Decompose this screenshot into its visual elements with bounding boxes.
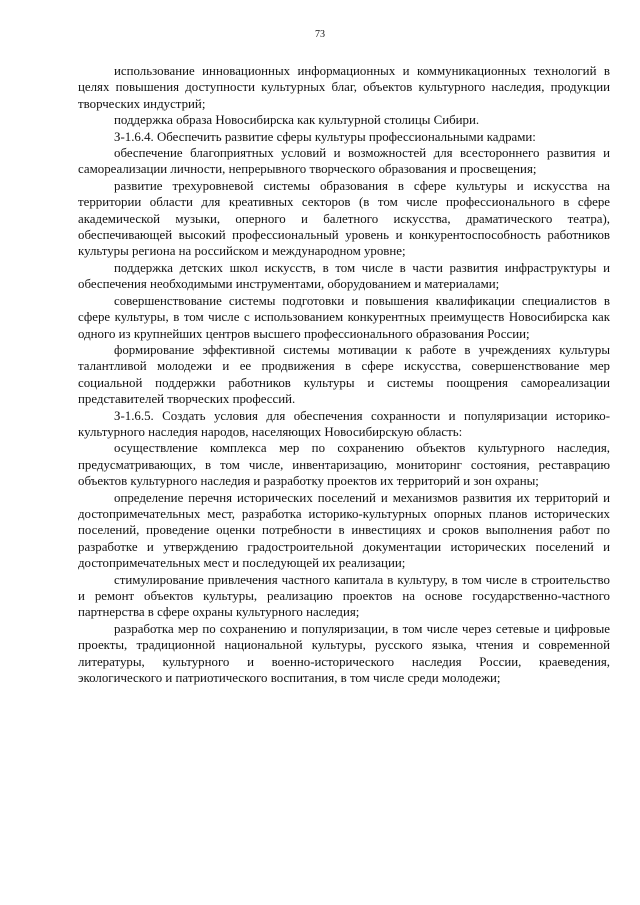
paragraph: разработка мер по сохранению и популяризации, в том числе через сетевые и цифровые проекты, традиционной национальной культуры, русского языка, чтения и современной литературы, культурного и военно-исторического наследия России, краеведения, экологического и патриотического воспитания, в том числе среди молодежи; <box>78 621 610 686</box>
page-number: 73 <box>315 29 325 40</box>
paragraph: обеспечение благоприятных условий и возможностей для всестороннего развития и самореализации личности, непрерывного творческого образования и просвещения; <box>78 146 610 177</box>
section-heading: З-1.6.4. Обеспечить развитие сферы культуры профессиональными кадрами: <box>114 129 536 144</box>
paragraph: стимулирование привлечения частного капитала в культуру, в том числе в строительство и ремонт объектов культуры, реализацию проектов на основе государственно-частного партнерства в сфере охраны культурного наследия; <box>78 572 610 620</box>
paragraph: формирование эффективной системы мотивации к работе в учреждениях культуры талантливой молодежи и ее продвижения в сфере искусства, совершенствование мер социальной поддержки работников культуры и системы поощрения самореализации представителей творческих профессий. <box>78 342 610 407</box>
paragraph: поддержка детских школ искусств, в том числе в части развития инфраструктуры и обеспечения необходимыми инструментами, оборудованием и материалами; <box>78 260 610 292</box>
section-heading: З-1.6.5. Создать условия для обеспечения сохранности и популяризации историко-культурного наследия народов, населяющих Новосибирскую область: <box>78 408 610 439</box>
paragraph: развитие трехуровневой системы образования в сфере культуры и искусства на территории области для креативных секторов (в том числе профессионального в сфере академической музыки, оперного и балетного искусства, драматического театра), обеспечивающей высокий профессиональный уровень и конкурентоспособность работников культуры региона на российском и международном уровне; <box>78 178 610 259</box>
paragraph: осуществление комплекса мер по сохранению объектов культурного наследия, предусматривающих, в том числе, инвентаризацию, мониторинг состояния, реставрацию объектов культурного наследия и разработку проектов их территорий и зон охраны; <box>78 441 610 489</box>
paragraph: определение перечня исторических поселений и механизмов развития их территорий и достопримечательных мест, разработка историко-культурных опорных планов исторических поселений, проведение оценки потребности в инвестициях и сроков выполнения работ по разработке и утверждению градостроительной документации исторических поселений и достопримечательных мест и последующей их реализации; <box>78 490 610 571</box>
paragraph: использование инновационных информационных и коммуникационных технологий в целях повышения доступности культурных благ, объектов культурного наследия, продукции творческих индустрий; <box>78 64 610 111</box>
paragraph: поддержка образа Новосибирска как культурной столицы Сибири. <box>114 113 480 128</box>
paragraph: совершенствование системы подготовки и повышения квалификации специалистов в сфере культуры, в том числе с использованием конкурентных преимуществ Новосибирска как одного из крупнейших центров высшего профессионального образования России; <box>78 293 610 341</box>
document-body <box>78 63 610 686</box>
